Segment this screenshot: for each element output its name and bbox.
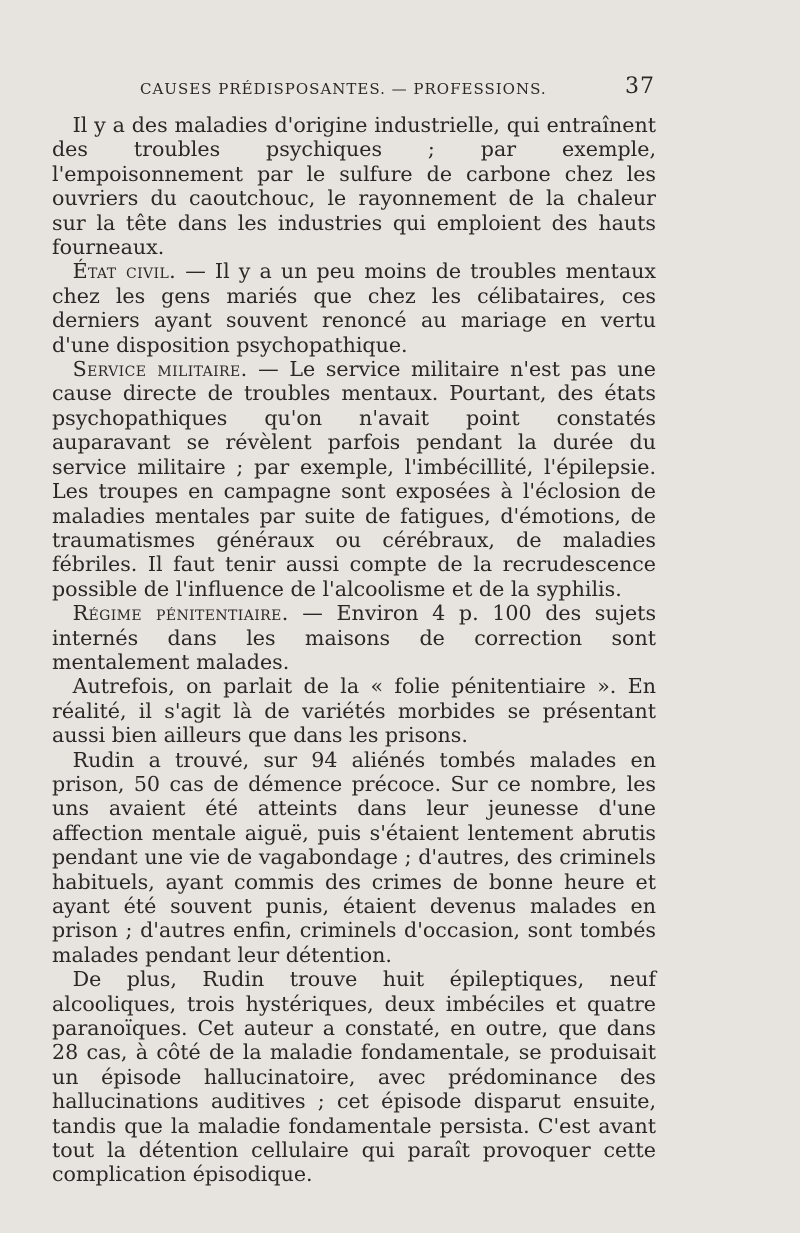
section-lead: État civil. (72, 259, 177, 284)
body-text (52, 113, 656, 1187)
section-lead: Régime pénitentiaire. (72, 601, 289, 626)
paragraph (52, 357, 656, 601)
paragraph-text: — Le service militaire n'est pas une cause directe de troubles mentaux. Pourtant, des états psychopathiques qu'on n'avait point constatés auparavant se révèlent parfois pendant la durée du service militaire ; par exemple, l'imbécillité, l'épilepsie. Les troupes en campagne sont exposées à l'éclosion de maladies mentales par suite de fatigues, d'émotions, de traumatismes généraux ou cérébraux, de maladies fébriles. Il faut tenir aussi compte de la recrudescence possible de l'influence de l'alcoolisme et de la syphilis. (52, 357, 656, 601)
running-title: CAUSES PRÉDISPOSANTES. — PROFESSIONS. (140, 80, 547, 98)
paragraph (52, 259, 656, 357)
paragraph-text: Autrefois, on parlait de la « folie pénitentiaire ». En réalité, il s'agit là de variétés morbides se présentant aussi bien ailleurs que dans les prisons. (52, 674, 656, 748)
paragraph-text: Rudin a trouvé, sur 94 aliénés tombés malades en prison, 50 cas de démence précoce. Sur ce nombre, les uns avaient été atteints dans leur jeunesse d'une affection mentale aiguë, puis s'étaient lentement abrutis pendant une vie de vagabondage ; d'autres, des criminels habituels, ayant commis des crimes de bonne heure et ayant été souvent punis, étaient devenus malades en prison ; d'autres enfin, criminels d'occasion, sont tombés malades pendant leur détention. (52, 747, 656, 967)
running-header (140, 74, 655, 104)
paragraph-text: De plus, Rudin trouve huit épileptiques, neuf alcooliques, trois hystériques, deux imbéciles et quatre paranoïques. Cet auteur a constaté, en outre, que dans 28 cas, à côté de la maladie fondamentale, se produisait un épisode hallucinatoire, avec prédominance des hallucinations auditives ; cet épisode disparut ensuite, tandis que la maladie fondamentale persista. C'est avant tout la détention cellulaire qui paraît provoquer cette complication épisodique. (52, 967, 656, 1187)
paragraph-text: Il y a des maladies d'origine industrielle, qui entraînent des troubles psychiques ; par exemple, l'empoisonnement par le sulfure de carbone chez les ouvriers du caoutchouc, le rayonnement de la chaleur sur la tête dans les industries qui emploient des hauts fourneaux. (52, 113, 656, 260)
paragraph-text: — Il y a un peu moins de troubles mentaux chez les gens mariés que chez les célibataires, ces derniers ayant souvent renoncé au mariage en vertu d'une disposition psychopathique. (52, 259, 657, 357)
paragraph (52, 748, 656, 968)
paragraph (52, 601, 656, 674)
paragraph (52, 967, 656, 1187)
section-lead: Service militaire. (72, 357, 248, 382)
paragraph (52, 113, 656, 259)
paragraph-text: — Environ 4 p. 100 des sujets internés dans les maisons de correction sont mentalement malades. (52, 601, 657, 674)
paragraph (52, 674, 656, 747)
page-number: 37 (625, 74, 655, 99)
